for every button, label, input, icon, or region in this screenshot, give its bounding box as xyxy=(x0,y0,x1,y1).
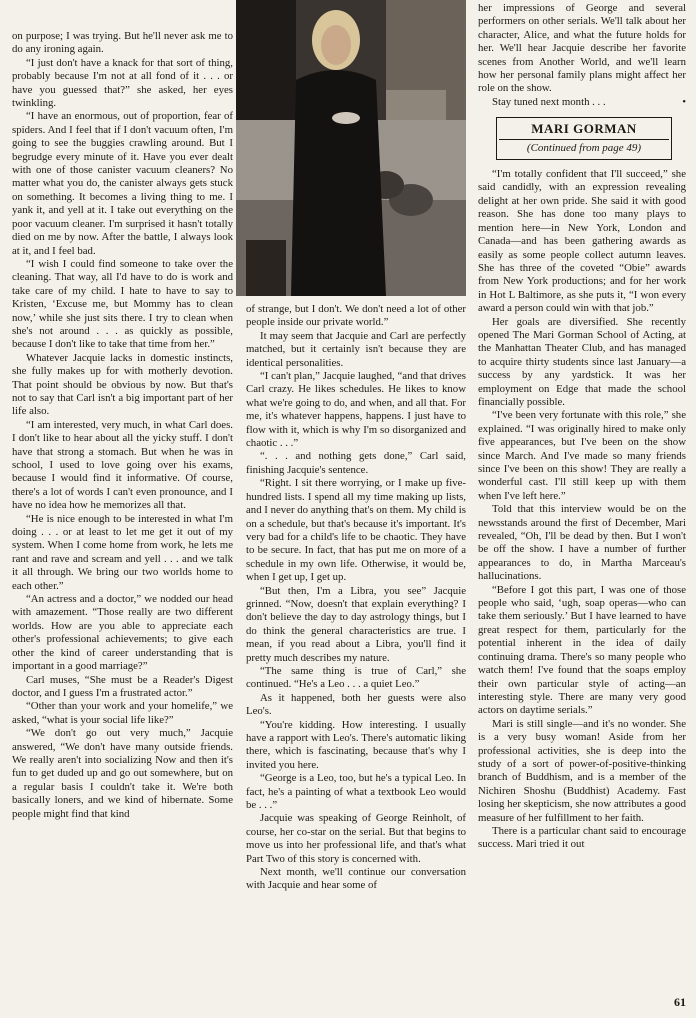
paragraph: “You're kidding. How interesting. I usually have a rapport with Leo's. There's automatic liking there, which is fascinating, because that's why I invited you here. xyxy=(246,718,466,771)
paragraph: “I can't plan,” Jacquie laughed, “and that drives Carl crazy. He likes schedules. He likes to know what we're going to do, and when, and all that. For me, it's whatever happens, happens. I just have to flow with it, which is why I'm so disorganized and chaotic . . .” xyxy=(246,370,466,450)
paragraph: “The same thing is true of Carl,” she continued. “He's a Leo . . . a quiet Leo.” xyxy=(246,664,466,691)
paragraph: “I've been very fortunate with this role,” she explained. “I was originally hired to make only five appearances, but I've been on the show since March. And I've made so many friends since I've been on this show! They are really a wonderful cast. I'll still keep up with them when I've left here.” xyxy=(478,409,686,502)
paragraph: It may seem that Jacquie and Carl are perfectly matched, but it certainly isn't because they are identical personalities. xyxy=(246,329,466,369)
paragraph: “I have an enormous, out of proportion, fear of spiders. And I feel that if I don't vacuum often, I'm going to see the buggies crawling around. But I begrudge every minute of it. Have you ever dealt with one of those canister vacuum cleaners? No matter what you do, the canister always gets stuck on something. It becomes a living thing to me. I yank it, and yell at it. I take out everything on the poor vacuum cleaner. I'm surprised it hasn't totally died on me by now. After the battle, I always look at it, and I feel bad. xyxy=(12,110,233,257)
photo-actress-in-living-room xyxy=(236,0,466,296)
paragraph: “I'm totally confident that I'll succeed,” she said candidly, with an expression revealing delight at her own pride. She said it with good reason. She has done too many plays to mention here—in New York, London and Canada—and has been gathering awards as easily as some people collect autumn leaves. She has three of the coveted “Obie” awards from New York productions; and for her work in Hot L Baltimore, as she puts it, “I won every award a person could win with that job.” xyxy=(478,168,686,315)
paragraph: “. . . and nothing gets done,” Carl said, finishing Jacquie's sentence. xyxy=(246,450,466,476)
article-column-1 xyxy=(12,30,233,821)
stay-tuned-text: Stay tuned next month . . . xyxy=(492,95,606,108)
paragraph: “I wish I could find someone to take over the cleaning. That way, all I'd have to do is work and take care of my child. I hate to have to say to Kristen, ‘Excuse me, but Mommy has to clean now,’ while she just sits there. I try to clean when she's not around . . . as quickly as possible, because I don't like to take that time from her.” xyxy=(12,257,233,351)
paragraph: on purpose; I was trying. But he'll never ask me to do any ironing again. xyxy=(12,30,233,56)
paragraph: Carl muses, “She must be a Reader's Digest doctor, and I guess I'm a frustrated actor.” xyxy=(12,673,233,699)
paragraph: “I am interested, very much, in what Carl does. I don't like to hear about all the yicky stuff. I don't have that strong a stomach. But when he was in school, I used to love going over his exams, because I would find it informative. Of course, there's a lot of words I can't even pronounce, and I have no idea how he memorizes all that. xyxy=(12,418,233,512)
paragraph: As it happened, both her guests were also Leo's. xyxy=(246,691,466,718)
paragraph xyxy=(478,96,686,109)
paragraph: of strange, but I don't. We don't need a lot of other people inside our private world.” xyxy=(246,303,466,329)
article-column-2 xyxy=(246,303,466,893)
paragraph: Mari is still single—and it's no wonder. She is a very busy woman! Aside from her professional activities, she is deep into the study of a sort of power-of-positive-thinking branch of Buddhism, and is a member of the Nichiren Shoshu (Buddhist) Academy. Fast losing her skepticism, she now attributes a good measure of her fulfillment to her faith. xyxy=(478,717,686,824)
paragraph: Her goals are diversified. She recently opened The Mari Gorman School of Acting, at the Manhattan Theater Club, and has managed to acquire thirty students since last January—a success by any yardstick. It was her employment on Edge that made the school financially possible. xyxy=(478,315,686,408)
paragraph: “We don't go out very much,” Jacquie answered, “We don't have many outside friends. We really aren't into socializing Now and then it's fun to get duded up and go out somewhere, but on a regular basis I couldn't take it. We're both basically loners, and we kind of hibernate. Some people might find that kind xyxy=(12,727,233,820)
paragraph: her impressions of George and several performers on other serials. We'll talk about her character, Alice, and what the future holds for her. We'll hear Jacquie describe her favorite scenes from Another World, and we'll learn how her personal family plans might affect her role on the show. xyxy=(478,2,686,95)
paragraph: There is a particular chant said to encourage success. Mari tried it out xyxy=(478,824,686,851)
continuation-box xyxy=(496,117,672,160)
article-column-3 xyxy=(478,2,686,852)
photo-illustration xyxy=(236,0,466,296)
paragraph: “George is a Leo, too, but he's a typical Leo. In fact, he's a painting of what a textbook Leo would be . . .” xyxy=(246,772,466,812)
page-number: 61 xyxy=(674,995,686,1009)
end-of-article-bullet: • xyxy=(682,95,686,108)
paragraph: “I just don't have a knack for that sort of thing, probably because I'm not at all fond of it . . . or have you guessed that?” she asked, her eyes twinkling. xyxy=(12,56,233,110)
continuation-title: MARI GORMAN xyxy=(531,121,637,137)
paragraph: “An actress and a doctor,” we nodded our head with amazement. “Those really are two different worlds. How are you able to appreciate each other's professional achievements; to give each other the kind of career understanding that is important in a good marriage?” xyxy=(12,593,233,673)
paragraph: Next month, we'll continue our conversation with Jacquie and hear some of xyxy=(246,866,466,892)
continuation-subtitle: (Continued from page 49) xyxy=(499,139,669,155)
paragraph: Jacquie was speaking of George Reinholt, of course, her co-star on the serial. But that begins to move us into her professional life, and that's what Part Two of this story is concerned with. xyxy=(246,812,466,865)
paragraph: “Other than your work and your homelife,” we asked, “what is your social life like?” xyxy=(12,700,233,726)
paragraph: “Right. I sit there worrying, or I make up five-hundred lists. I spend all my time making up lists, and I never do anything that's on them. My child is on a schedule, but that's because it's important. It's very bad for a child's life to be chaotic. They have to be secure. In fact, that has put me on more of a schedule in my own life. Otherwise, it would be, when I get up, I get up. xyxy=(246,477,466,584)
paragraph: “But then, I'm a Libra, you see” Jacquie grinned. “Now, doesn't that explain everything? I don't believe the day to day astrology things, but I do think the general characteristics are true. I mean, if you read about a Libra, you'll find it pretty much describes my nature. xyxy=(246,584,466,664)
paragraph: Whatever Jacquie lacks in domestic instincts, she fully makes up for with motherly devotion. That point should be obvious by now. But that's not to say that Carl isn't a big important part of her life also. xyxy=(12,351,233,418)
paragraph: “He is nice enough to be interested in what I'm doing . . . or at least to let me get it out of my system. When I come home from work, he lets me rant and rave and scream and yell . . . and we talk it all through. We bring our two worlds home to each other.” xyxy=(12,512,233,592)
paragraph: “Before I got this part, I was one of those people who said, ‘ugh, soap operas—who can take them seriously.’ But I have learned to have great respect for them, particularly for the potential inherent in the idea of daily continuing drama. There's so many people who watch them! I've found that the soaps employ their own particular style of acting—an interesting style. There are many very good actors on daytime serials.” xyxy=(478,583,686,717)
paragraph: Told that this interview would be on the newsstands around the first of December, Mari revealed, “Oh, I'll be dead by then. But I won't be off the show. I have a number of further appearances to do, in Martha Marceau's hallucinations. xyxy=(478,503,686,583)
